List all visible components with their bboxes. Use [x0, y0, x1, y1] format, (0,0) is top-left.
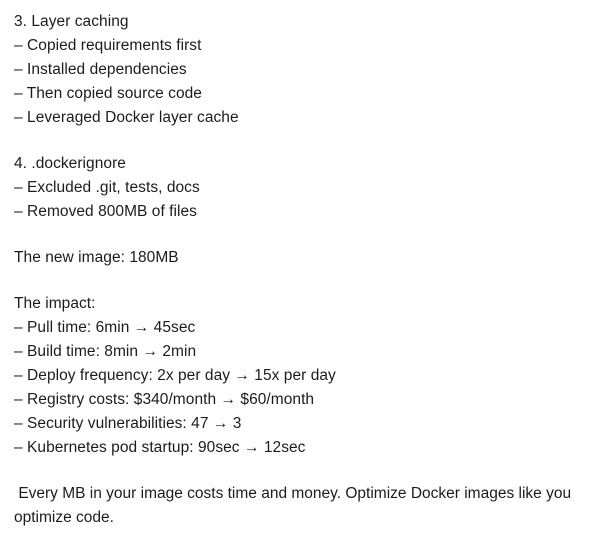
section-layer-caching — [14, 10, 586, 130]
text-line: – Security vulnerabilities: 47 → 3 — [14, 415, 242, 432]
text-line: – Kubernetes pod startup: 90sec → 12sec — [14, 439, 306, 456]
text-line: The new image: 180MB — [14, 249, 179, 266]
text-line: – Excluded .git, tests, docs — [14, 179, 200, 196]
section-impact — [14, 292, 586, 460]
text-line: The impact: — [14, 295, 96, 312]
closing-paragraph: Every MB in your image costs time and money. Optimize Docker images like you optimize code. — [14, 485, 576, 526]
text-line: – Registry costs: $340/month → $60/month — [14, 391, 315, 408]
text-line: – Installed dependencies — [14, 61, 187, 78]
text-line: 3. Layer caching — [14, 13, 129, 30]
text-line: – Removed 800MB of files — [14, 203, 197, 220]
text-line: – Copied requirements first — [14, 37, 202, 54]
text-line: – Then copied source code — [14, 85, 202, 102]
section-new-image — [14, 246, 586, 270]
text-line: 4. .dockerignore — [14, 155, 126, 172]
text-line: – Build time: 8min → 2min — [14, 343, 197, 360]
text-line: – Pull time: 6min → 45sec — [14, 319, 196, 336]
text-line: – Deploy frequency: 2x per day → 15x per day — [14, 367, 336, 384]
section-dockerignore — [14, 152, 586, 224]
text-line: – Leveraged Docker layer cache — [14, 109, 239, 126]
